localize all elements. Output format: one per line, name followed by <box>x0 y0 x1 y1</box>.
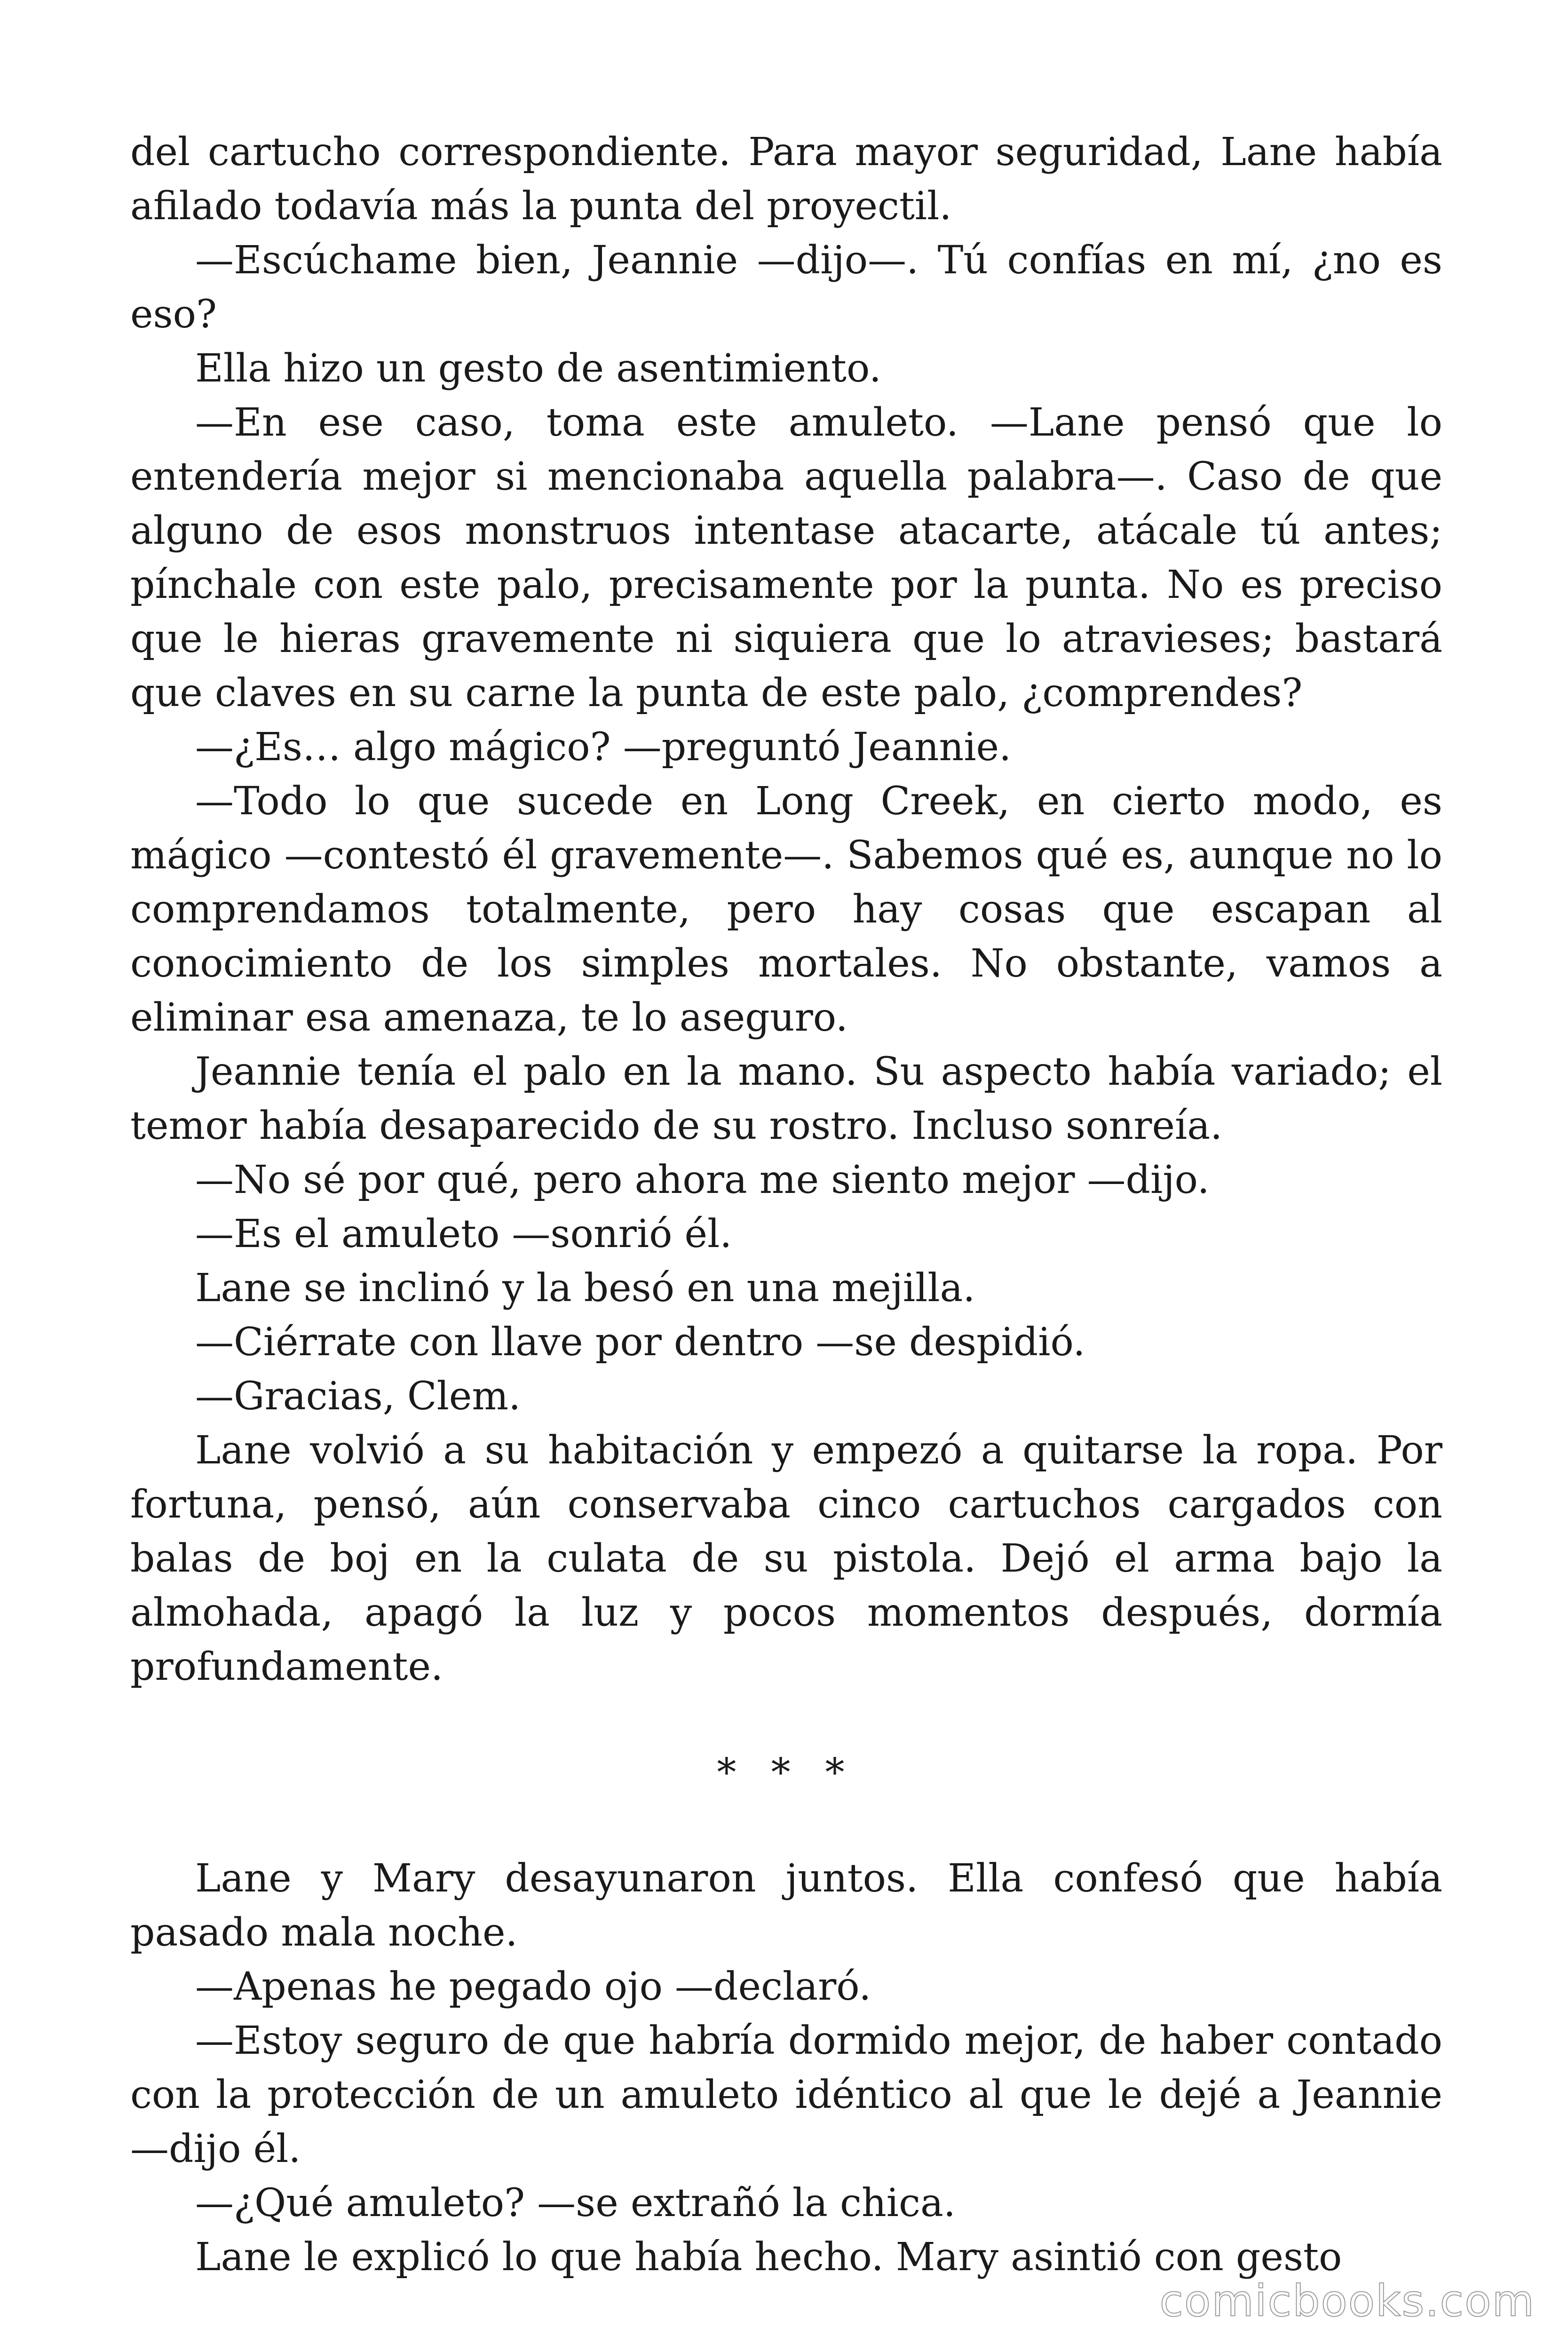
paragraph: —En ese caso, toma este amuleto. —Lane pensó que lo entendería mejor si mencionaba aquella palabra—. Caso de que alguno de esos monstruos intentase atacarte, atácale tú antes; pínchale con este palo, precisamente por la punta. No es preciso que le hieras gravemente ni siquiera que lo atravieses; bastará que claves en su carne la punta de este palo, ¿comprendes? <box>130 400 1442 715</box>
paragraph: Lane le explicó lo que había hecho. Mary asintió con gesto <box>195 2235 1342 2280</box>
paragraph: Ella hizo un gesto de asentimiento. <box>195 346 881 391</box>
watermark: comicbooks.com <box>1159 2276 1535 2326</box>
paragraph: Lane se inclinó y la besó en una mejilla. <box>195 1266 975 1311</box>
paragraph: Lane y Mary desayunaron juntos. Ella confesó que había pasado mala noche. <box>130 1856 1442 1955</box>
paragraph: —Escúchame bien, Jeannie —dijo—. Tú confías en mí, ¿no es eso? <box>130 238 1442 337</box>
paragraph: —Estoy seguro de que habría dormido mejor, de haber contado con la protección de un amuleto idéntico al que le dejé a Jeannie —dijo él. <box>130 2018 1442 2171</box>
paragraph: —¿Es… algo mágico? —preguntó Jeannie. <box>195 725 1012 770</box>
page-text <box>130 125 1442 2284</box>
paragraph: —Es el amuleto —sonrió él. <box>195 1212 732 1256</box>
paragraph: —¿Qué amuleto? —se extrañó la chica. <box>195 2181 956 2225</box>
paragraph: del cartucho correspondiente. Para mayor seguridad, Lane había afilado todavía más la punta del proyectil. <box>130 130 1442 229</box>
paragraph: Lane volvió a su habitación y empezó a quitarse la ropa. Por fortuna, pensó, aún conservaba cinco cartuchos cargados con balas de boj en la culata de su pistola. Dejó el arma bajo la almohada, apagó la luz y pocos momentos después, dormía profundamente. <box>130 1428 1442 1689</box>
section-separator: * * * <box>717 1750 856 1795</box>
paragraph: —Gracias, Clem. <box>195 1374 521 1419</box>
paragraph: —No sé por qué, pero ahora me siento mejor —dijo. <box>195 1158 1210 1202</box>
paragraph: —Todo lo que sucede en Long Creek, en cierto modo, es mágico —contestó él gravemente—. Sabemos qué es, aunque no lo comprendamos totalmente, pero hay cosas que escapan al conocimiento de los simples mortales. No obstante, vamos a eliminar esa amenaza, te lo aseguro. <box>130 779 1442 1040</box>
paragraph: —Apenas he pegado ojo —declaró. <box>195 1964 871 2009</box>
paragraph: —Ciérrate con llave por dentro —se despidió. <box>195 1320 1085 1365</box>
paragraph: Jeannie tenía el palo en la mano. Su aspecto había variado; el temor había desaparecido de su rostro. Incluso sonreía. <box>130 1049 1442 1148</box>
